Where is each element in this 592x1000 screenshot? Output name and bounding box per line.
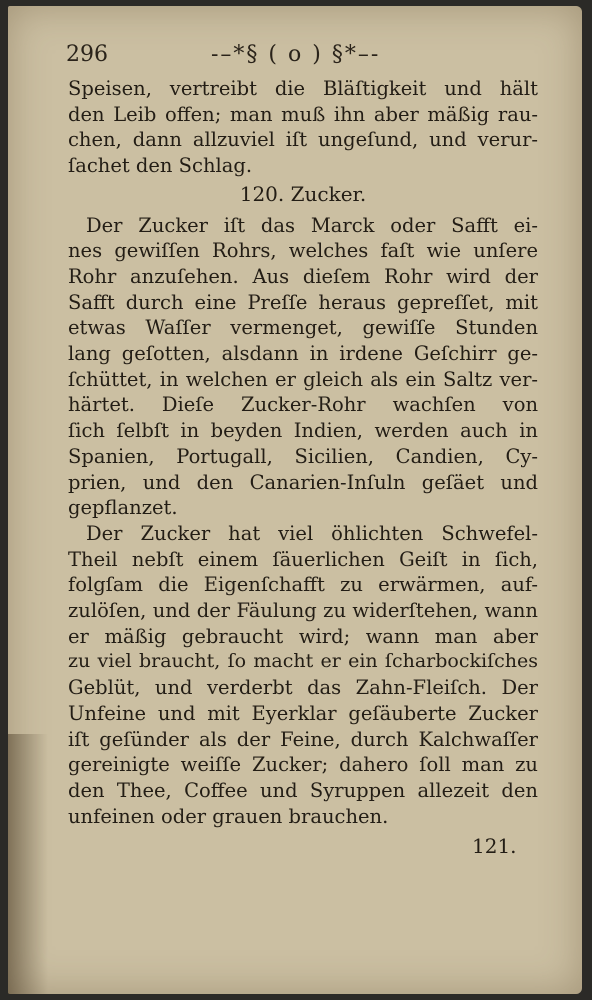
page-body	[68, 76, 538, 829]
paragraph-top	[68, 76, 538, 179]
text-line: iſt geſünder als der Feine, durch Kalchwaſſer	[68, 727, 538, 751]
text-line: Speisen, vertreibt die Bläſtigkeit und hält	[68, 77, 538, 100]
text-line: er mäßig gebraucht wird; wann man aber	[68, 624, 538, 648]
text-line: ſachet den Schlag.	[68, 154, 253, 178]
text-line: ſchüttet, in welchen er gleich als ein Saltz ver-	[68, 367, 538, 391]
text-line: Der Zucker hat viel öhlichten Schwefel-	[86, 521, 538, 545]
text-line: folgſam die Eigenſchafft zu erwärmen, auf-	[68, 573, 538, 597]
text-line: gepflanzet.	[68, 496, 178, 520]
text-line: ſich ſelbſt in beyden Indien, werden auch in	[68, 419, 538, 443]
text-line: härtet. Dieſe Zucker-Rohr wachſen von	[68, 393, 538, 417]
paragraph-1	[68, 213, 538, 521]
catchword: 121.	[472, 834, 517, 858]
text-line: den Thee, Coffee und Syruppen allezeit den	[68, 778, 538, 802]
text-line: den Leib offen; man muß ihn aber mäßig rau-	[68, 102, 538, 126]
text-line: chen, dann allzuviel iſt ungeſund, und verur-	[68, 128, 538, 152]
text-line: zulöſen, und der Fäulung zu widerſtehen, wann	[68, 599, 538, 623]
text-line: zu viel braucht, ſo macht er ein ſcharbockiſches	[68, 650, 538, 673]
paragraph-2	[68, 521, 538, 829]
text-line: Spanien, Portugall, Sicilien, Candien, Cy-	[68, 444, 538, 468]
text-line: Rohr anzuſehen. Aus dieſem Rohr wird der	[68, 264, 538, 288]
page-header	[66, 42, 542, 78]
text-line: Safft durch eine Preſſe heraus gepreſſet, mit	[68, 290, 538, 314]
header-ornament: -–*§ ( o ) §*–-	[211, 42, 381, 67]
text-line: Unfeine und mit Eyerklar geſäuberte Zucker	[68, 701, 538, 725]
text-line: lang geſotten, alsdann in irdene Geſchirr ge-	[68, 342, 538, 366]
section-heading: 120. Zucker.	[239, 181, 367, 206]
text-line: Der Zucker iſt das Marck oder Safft ei-	[86, 213, 538, 237]
text-line: Geblüt, und verderbt das Zahn-Fleiſch. Der	[68, 676, 538, 700]
text-line: Theil nebſt einem ſäuerlichen Geiſt in ſich,	[68, 547, 538, 571]
text-line: etwas Waſſer vermenget, gewiſſe Stunden	[68, 316, 538, 340]
book-page	[8, 6, 582, 994]
text-line: unfeinen oder grauen brauchen.	[68, 804, 389, 828]
page-stain	[8, 734, 48, 994]
page-number: 296	[66, 42, 108, 67]
text-line: nes gewiſſen Rohrs, welches faſt wie unſere	[68, 239, 538, 263]
text-line: prien, und den Canarien-Inſuln geſäet und	[68, 470, 538, 494]
text-line: gereinigte weiſſe Zucker; dahero ſoll man zu	[68, 753, 538, 777]
